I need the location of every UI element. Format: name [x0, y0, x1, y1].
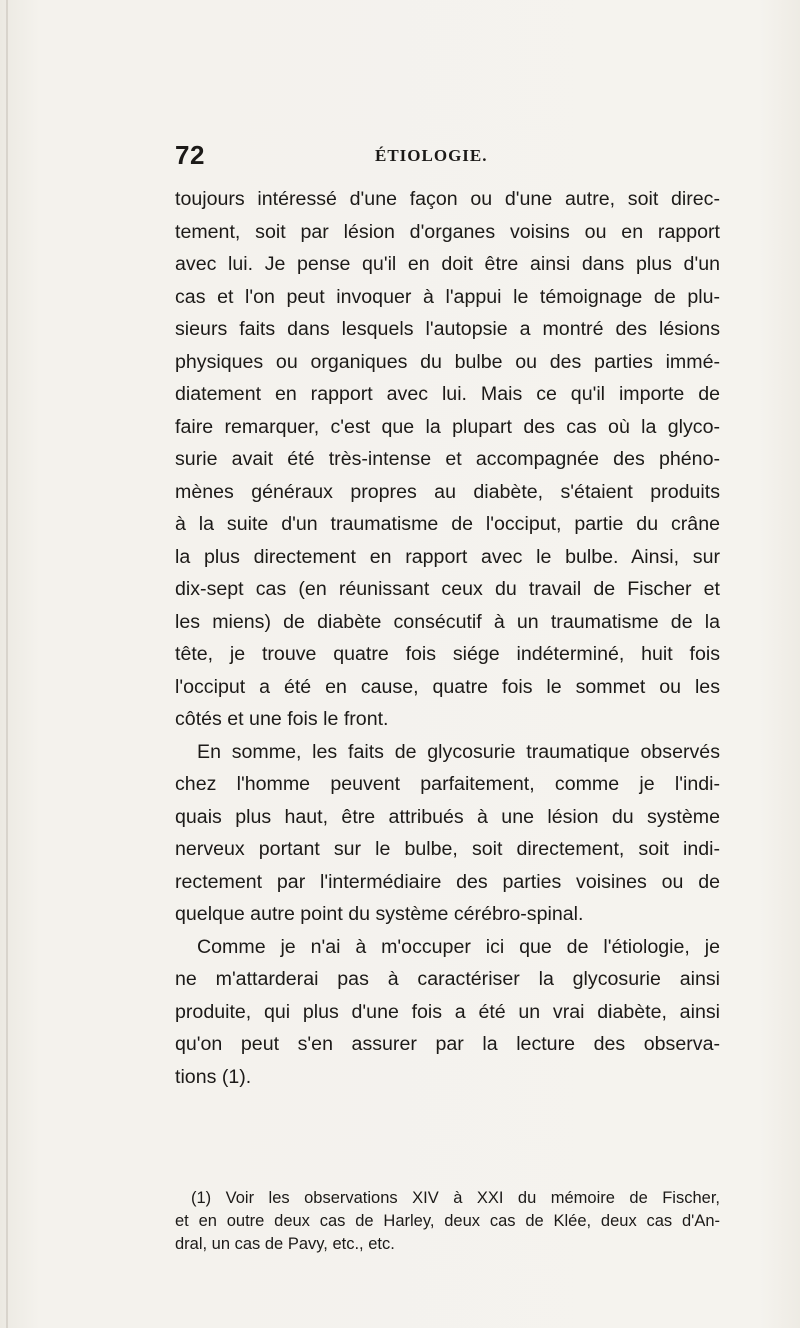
text-line: tête, je trouve quatre fois siége indéterminé, huit fois [175, 643, 720, 665]
text-line: produite, qui plus d'une fois a été un vrai diabète, ainsi [175, 1000, 720, 1023]
text-line: surie avait été très-intense et accompagnée des phéno- [175, 448, 720, 470]
footnote-line: (1) Voir les observations XIV à XXI du mémoire de Fischer, [191, 1189, 720, 1207]
text-line: physiques ou organiques du bulbe ou des parties immé- [175, 350, 720, 373]
text-line-paragraph-start: Comme je n'ai à m'occuper ici que de l'étiologie, je [197, 935, 720, 958]
text-line: qu'on peut s'en assurer par la lecture des observa- [175, 1033, 720, 1055]
footnote-line: et en outre deux cas de Harley, deux cas de Klée, deux cas d'An- [175, 1212, 720, 1230]
text-line: quais plus haut, être attribués à une lésion du système [175, 805, 720, 828]
footnote [175, 1187, 720, 1256]
text-line: dix-sept cas (en réunissant ceux du travail de Fischer et [175, 578, 720, 600]
text-line: cas et l'on peut invoquer à l'appui le témoignage de plu- [175, 285, 720, 308]
text-line: tement, soit par lésion d'organes voisins ou en rapport [175, 220, 720, 243]
text-line: avec lui. Je pense qu'il en doit être ainsi dans plus d'un [175, 253, 720, 275]
text-line-paragraph-end: tions (1). [175, 1065, 252, 1088]
text-line-paragraph-end: quelque autre point du système cérébro-spinal. [175, 903, 584, 925]
text-line: à la suite d'un traumatisme de l'occiput, partie du crâne [175, 513, 720, 535]
text-line: mènes généraux propres au diabète, s'étaient produits [175, 480, 720, 503]
page-header [175, 140, 715, 176]
text-line: les miens) de diabète consécutif à un traumatisme de la [175, 610, 720, 633]
text-line: nerveux portant sur le bulbe, soit directement, soit indi- [175, 838, 720, 860]
text-line: faire remarquer, c'est que la plupart des cas où la glyco- [175, 415, 720, 438]
text-line: l'occiput a été en cause, quatre fois le sommet ou les [175, 675, 720, 698]
text-line: chez l'homme peuvent parfaitement, comme je l'indi- [175, 773, 720, 795]
text-line-paragraph-start: En somme, les faits de glycosurie traumatique observés [197, 740, 720, 763]
text-line: diatement en rapport avec lui. Mais ce qu'il importe de [175, 383, 720, 405]
text-line: rectement par l'intermédiaire des parties voisines ou de [175, 870, 720, 893]
footnote-line: dral, un cas de Pavy, etc., etc. [175, 1235, 395, 1253]
text-line: la plus directement en rapport avec le bulbe. Ainsi, sur [175, 545, 720, 568]
main-text [175, 183, 720, 1093]
text-line: sieurs faits dans lesquels l'autopsie a montré des lésions [175, 318, 720, 340]
text-line-paragraph-end: côtés et une fois le front. [175, 708, 389, 730]
page-number: 72 [175, 140, 205, 170]
page-edge-shadow [6, 0, 8, 1328]
running-title: ÉTIOLOGIE. [375, 146, 488, 165]
text-line: ne m'attarderai pas à caractériser la glycosurie ainsi [175, 968, 720, 990]
text-line: toujours intéressé d'une façon ou d'une autre, soit direc- [175, 188, 720, 210]
